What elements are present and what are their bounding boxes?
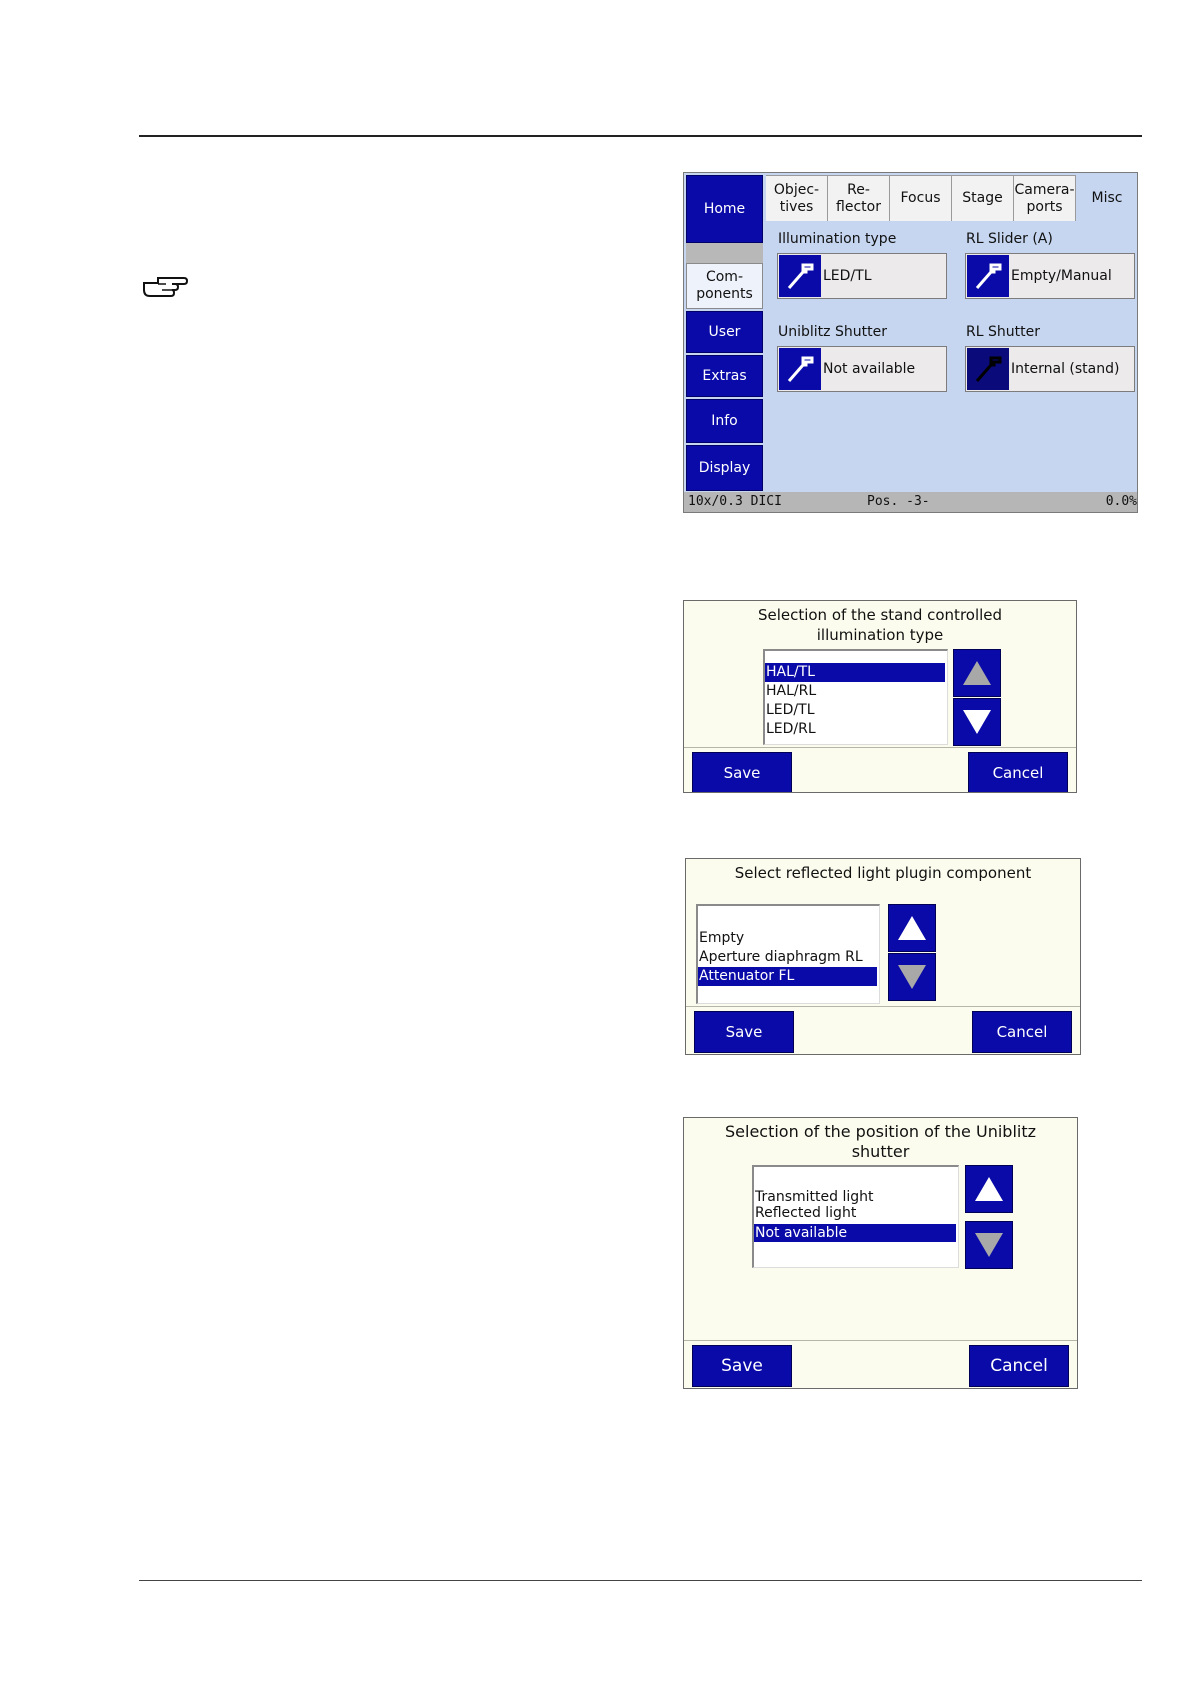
footer-rule: [139, 1580, 1142, 1581]
list-item[interactable]: Empty: [699, 930, 745, 946]
header-rule: [139, 135, 1142, 137]
arrow-up-icon: [961, 659, 993, 687]
tab-misc[interactable]: Misc: [1076, 175, 1138, 221]
wrench-icon: [779, 348, 821, 390]
dialog-title: Selection of the position of the Uniblitz shutter: [725, 1122, 1036, 1161]
arrow-up-icon: [896, 914, 928, 942]
nav-extras-button[interactable]: Extras: [686, 355, 763, 397]
tab-bar: [766, 173, 1138, 221]
rl-shutter-button[interactable]: [965, 346, 1135, 392]
save-button[interactable]: Save: [692, 752, 792, 793]
cancel-button[interactable]: Cancel: [968, 752, 1068, 793]
list-item[interactable]: Attenuator FL: [698, 967, 877, 986]
rl-slider-value: Empty/Manual: [1011, 268, 1112, 284]
wrench-icon: [779, 255, 821, 297]
wrench-icon: [967, 348, 1009, 390]
nav-display-button[interactable]: Display: [686, 445, 763, 491]
illumination-type-button[interactable]: [777, 253, 947, 299]
save-button[interactable]: Save: [692, 1345, 792, 1387]
rl-slider-button[interactable]: [965, 253, 1135, 299]
rl-slider-label: RL Slider (A): [966, 231, 1053, 247]
nav-separator: [686, 243, 763, 263]
tab-stage[interactable]: Stage: [952, 175, 1014, 221]
list-item[interactable]: LED/TL: [766, 702, 815, 718]
nav-home-button[interactable]: Home: [686, 175, 763, 243]
status-bar: [684, 492, 1138, 512]
cancel-button[interactable]: Cancel: [972, 1011, 1072, 1053]
uniblitz-shutter-dialog: [683, 1117, 1078, 1389]
tab-cameraports[interactable]: Camera- ports: [1014, 175, 1076, 221]
list-item[interactable]: HAL/RL: [766, 683, 817, 699]
uniblitz-shutter-value: Not available: [823, 361, 916, 377]
dialog-title: Select reflected light plugin component: [734, 864, 1032, 882]
arrow-down-icon: [973, 1231, 1005, 1259]
list-item[interactable]: Transmitted light: [755, 1189, 874, 1205]
uniblitz-shutter-button[interactable]: [777, 346, 947, 392]
wrench-icon: [967, 255, 1009, 297]
misc-content: [766, 221, 1138, 492]
status-objective: 10x/0.3 DICI: [688, 494, 782, 509]
dialog-button-bar: [684, 747, 1076, 793]
rl-shutter-value: Internal (stand): [1011, 361, 1120, 377]
rl-shutter-label: RL Shutter: [966, 324, 1040, 340]
nav-user-button[interactable]: User: [686, 311, 763, 353]
plugin-listbox[interactable]: [696, 904, 880, 1004]
arrow-down-icon: [896, 963, 928, 991]
dialog-button-bar: [684, 1340, 1077, 1389]
illumination-type-value: LED/TL: [823, 268, 872, 284]
list-item[interactable]: LED/RL: [766, 721, 816, 737]
tab-focus[interactable]: Focus: [890, 175, 952, 221]
arrow-down-icon: [961, 708, 993, 736]
nav-info-button[interactable]: Info: [686, 399, 763, 443]
dialog-button-bar: [686, 1006, 1080, 1055]
scroll-up-button[interactable]: [953, 649, 1001, 697]
illumination-listbox[interactable]: [763, 649, 948, 745]
side-nav: [684, 173, 765, 492]
save-button[interactable]: Save: [694, 1011, 794, 1053]
illumination-type-label: Illumination type: [778, 231, 897, 247]
reflected-light-plugin-dialog: [685, 858, 1081, 1055]
list-item[interactable]: Reflected light: [755, 1205, 857, 1221]
cancel-button[interactable]: Cancel: [969, 1345, 1069, 1387]
dialog-title: Selection of the stand controlled illumination type: [757, 606, 1003, 644]
scroll-down-button[interactable]: [888, 953, 936, 1001]
list-item[interactable]: Not available: [754, 1224, 956, 1242]
status-position: Pos. -3-: [867, 494, 930, 509]
scroll-down-button[interactable]: [953, 698, 1001, 746]
list-item[interactable]: HAL/TL: [765, 663, 945, 682]
scroll-down-button[interactable]: [965, 1221, 1013, 1269]
pointing-hand-icon: [142, 274, 188, 300]
arrow-up-icon: [973, 1175, 1005, 1203]
status-percent: 0.0%: [1105, 494, 1137, 509]
list-item[interactable]: Aperture diaphragm RL: [699, 949, 863, 965]
misc-components-screen: [683, 172, 1138, 513]
uniblitz-shutter-label: Uniblitz Shutter: [778, 324, 887, 340]
shutter-position-listbox[interactable]: [752, 1165, 959, 1268]
nav-components-button[interactable]: Com- ponents: [686, 263, 763, 309]
tab-objectives[interactable]: Objec- tives: [766, 175, 828, 221]
illumination-type-dialog: [683, 600, 1077, 793]
tab-reflector[interactable]: Re- flector: [828, 175, 890, 221]
scroll-up-button[interactable]: [888, 904, 936, 952]
scroll-up-button[interactable]: [965, 1165, 1013, 1213]
